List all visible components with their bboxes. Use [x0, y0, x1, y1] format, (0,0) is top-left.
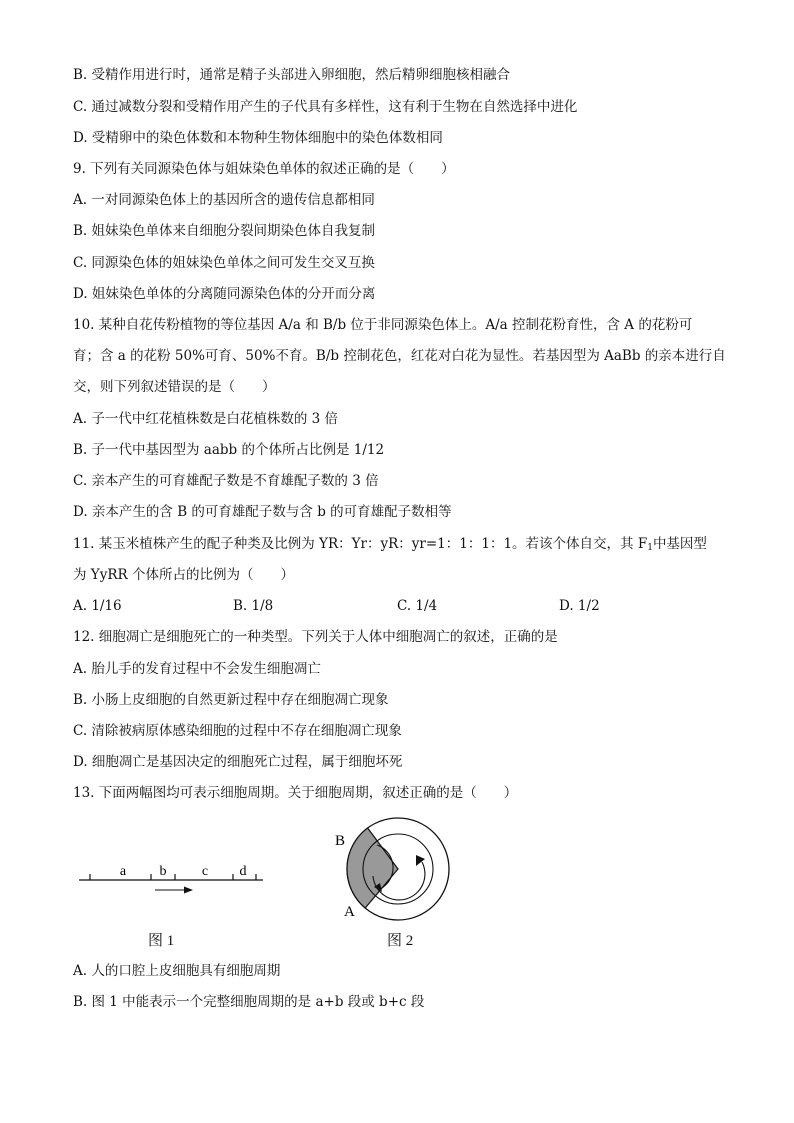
text-line: 交，则下列叙述错误的是（ ）	[73, 379, 276, 395]
option-line: C. 清除被病原体感染细胞的过程中不存在细胞凋亡现象	[73, 723, 402, 739]
question-12: 12. 细胞凋亡是细胞死亡的一种类型。下列关于人体中细胞凋亡的叙述，正确的是	[73, 629, 558, 645]
option-line: B. 姐妹染色单体来自细胞分裂间期染色体自我复制	[73, 223, 376, 239]
question-10: 10. 某种自花传粉植物的等位基因 A/a 和 B/b 位于非同源染色体上。A/a 控制花粉育性，含 A 的花粉可	[73, 317, 693, 333]
option-line: C. 同源染色体的姐妹染色单体之间可发生交叉互换	[73, 255, 375, 271]
segment-label-b: b	[159, 864, 167, 879]
option-line: A. 一对同源染色体上的基因所含的遗传信息都相同	[73, 192, 375, 208]
option-b: B. 1/8	[233, 598, 274, 614]
segment-label-d: d	[239, 864, 247, 879]
text-line: C. 通过减数分裂和受精作用产生的子代具有多样性，这有利于生物在自然选择中进化	[73, 99, 578, 115]
option-line: C. 亲本产生的可育雄配子数是不育雄配子数的 3 倍	[73, 473, 379, 489]
figure-2-caption: 图 2	[387, 933, 414, 949]
direction-arrow-head	[184, 887, 193, 894]
option-line: A. 人的口腔上皮细胞具有细胞周期	[73, 963, 281, 979]
segment-label-c: c	[201, 864, 209, 879]
text-line: B. 受精作用进行时，通常是精子头部进入卵细胞，然后精卵细胞核相融合	[73, 67, 511, 83]
option-line: B. 小肠上皮细胞的自然更新过程中存在细胞凋亡现象	[73, 692, 389, 708]
question-9: 9. 下列有关同源染色体与姐妹染色单体的叙述正确的是（ ）	[73, 161, 455, 177]
option-line: B. 图 1 中能表示一个完整细胞周期的是 a+b 段或 b+c 段	[73, 994, 425, 1010]
label-a: A	[344, 904, 355, 920]
text-line: 为 YyRR 个体所占的比例为（ ）	[73, 567, 294, 583]
figure-1-line-diagram	[75, 855, 270, 900]
option-line: D. 细胞凋亡是基因决定的细胞死亡过程，属于细胞坏死	[73, 754, 403, 770]
question-11: 11. 某玉米植株产生的配子种类及比例为 YR：Yr：yR：yr=1：1：1：1。若该个体自交，其 $F_1$中基因型	[73, 536, 707, 553]
label-b: B	[335, 833, 346, 849]
option-d: D. 1/2	[559, 598, 600, 614]
text-line: D. 受精卵中的染色体数和本物种生物体细胞中的染色体数相同	[73, 130, 443, 146]
option-line: D. 姐妹染色单体的分离随同源染色体的分开而分离	[73, 286, 376, 302]
option-a: A. 1/16	[73, 598, 122, 614]
figure-2-ring-diagram	[330, 815, 460, 923]
option-line: A. 子一代中红花植株数是白花植株数的 3 倍	[73, 411, 339, 427]
figure-1-caption: 图 1	[148, 933, 175, 949]
segment-label-a: a	[119, 864, 127, 879]
option-line: B. 子一代中基因型为 aabb 的个体所占比例是 1/12	[73, 442, 385, 458]
text-line: 育；含 a 的花粉 50%可育、50%不育。B/b 控制花色，红花对白花为显性。若基因型为 AaBb 的亲本进行自	[73, 348, 726, 364]
question-13: 13. 下面两幅图均可表示细胞周期。关于细胞周期，叙述正确的是（ ）	[73, 785, 518, 801]
option-c: C. 1/4	[397, 598, 438, 614]
option-line: D. 亲本产生的含 B 的可育雄配子数与含 b 的可育雄配子数相等	[73, 504, 452, 520]
option-line: A. 胎儿手的发育过程中不会发生细胞凋亡	[73, 661, 321, 677]
